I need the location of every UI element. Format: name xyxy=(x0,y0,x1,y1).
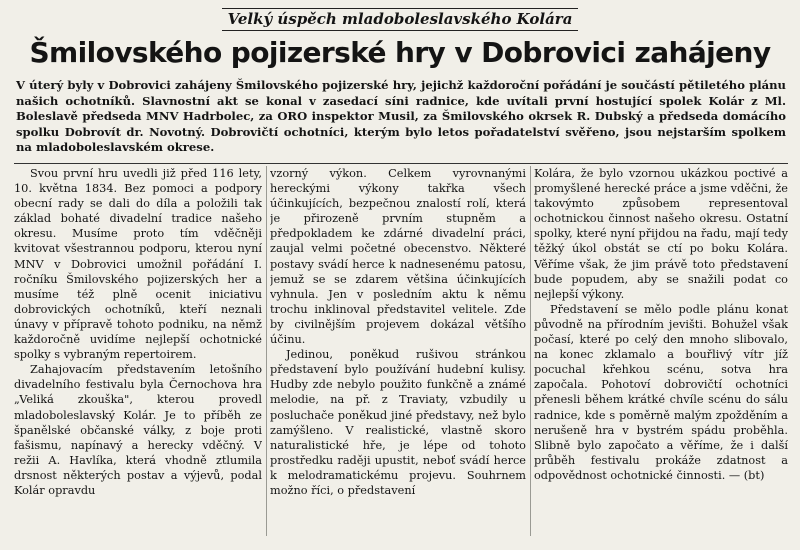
column-1-paragraph-2: Zahajovacím představením letošního divadelního festivalu byla Černochova hra „Veliká zkouška", kterou provedl mladoboleslavský Kolár. Je to příběh ze španělské občanské války, z boje proti fašismu, napínavý a herecky vděčný. V režii A. Havlíka, která vhodně ztlumila drsnost některých postav a výjevů, podal Kolár opravdu xyxy=(14,363,262,497)
lead-divider xyxy=(14,163,788,164)
lead-paragraph: V úterý byly v Dobrovici zahájeny Šmilovského pojizerské hry, jejichž každoroční pořádání je součástí pětiletého plánu našich ochotníků. Slavnostní akt se konal v zasedací síni radnice, kde uvítali první hostující spolek Kolár z Ml. Boleslavě předseda MNV Hadrbolec, za ORO inspektor Musil, za Šmilovského okrsek R. Dubský a předseda domácího spolku Dobrovít dr. Novotný. Dobrovičtí ochotníci, kterým bylo letos pořadatelství svěřeno, jsou nejstarším spolkem na mladoboleslavském okrese. xyxy=(16,78,786,154)
column-2 xyxy=(270,166,526,536)
column-separator xyxy=(266,166,267,536)
column-3-paragraph-1: Kolára, že bylo vzornou ukázkou poctivé a promyšlené herecké práce a jsme vděčni, že takovýmto způsobem representoval ochotnickou činnost našeho okresu. Ostatní spolky, které nyní přijdou na řadu, mají tedy těžký úkol obstát se ctí po boku Kolára. Věříme však, že jim právě toto představení bude popudem, aby se snažili podat co nejlepší výkony. xyxy=(534,167,788,301)
column-3 xyxy=(534,166,788,536)
column-1 xyxy=(14,166,262,536)
column-2-paragraph-2: Jedinou, poněkud rušivou stránkou představení bylo používání hudební kulisy. Hudby zde nebylo použito funkčně a známé melodie, na př. z Traviaty, vzbudily u posluchače poněkud jiné představy, než bylo zamýšleno. V realistické, vlastně skoro naturalistické hře, je lépe od tohoto prostředku raději upustit, neboť svádí herce k melodramatickému projevu. Souhrnem možno říci, o představení xyxy=(270,348,526,497)
column-3-paragraph-2: Představení se mělo podle plánu konat původně na přírodním jevišti. Bohužel však počasí, které po celý den mnoho slibovalo, na konec zklamalo a bouřlivý vítr jíž pocuchal křehkou scénu, sotva hra započala. Pohotoví dobrovičtí ochotníci přenesli během krátké chvíle scénu do sálu radnice, kde s poměrně malým zpožděním a nerušeně hra v bystrém spádu proběhla. Slibně bylo započato a věříme, že i další průběh festivalu prokáže zdatnost a odpovědnost ochotnické činnosti. — (bt) xyxy=(534,302,788,482)
kicker-text: Velký úspěch mladoboleslavského Kolára xyxy=(222,8,579,31)
column-2-paragraph-1: vzorný výkon. Celkem vyrovnanými hereckými výkony takřka všech účinkujících, bezpečnou znalostí rolí, která je přirozeně prvním stupněm a předpokladem ke zdárné divadelní práci, zaujal velmi početné obecenstvo. Některé postavy svádí herce k nadnesenému patosu, jemuž se se zdarem většina účinkujících vyhnula. Jen v posledním aktu k němu trochu inklinoval představitel velitele. Zde by civilnějším projevem dokázal většího účinu. xyxy=(270,167,526,347)
column-1-paragraph-1: Svou první hru uvedli již před 116 lety, 10. května 1834. Bez pomoci a podpory obecní rady se dali do díla a položili tak základ bohaté divadelní tradice našeho okresu. Musíme proto tím vděčněji kvitovat všestrannou podporu, kterou nyní MNV v Dobrovici umožnil pořádání I. ročníku Šmilovského pojizerských her a musíme též plně ocenit iniciativu dobrovických ochotníků, kteří neznali únavy v přípravě tohoto podniku, na němž každoročně uvidíme nejlepší ochotnické spolky s vybraným repertoirem. xyxy=(14,167,262,362)
kicker xyxy=(0,8,800,31)
column-separator xyxy=(530,166,531,536)
headline: Šmilovského pojizerské hry v Dobrovici zahájeny xyxy=(29,36,771,69)
